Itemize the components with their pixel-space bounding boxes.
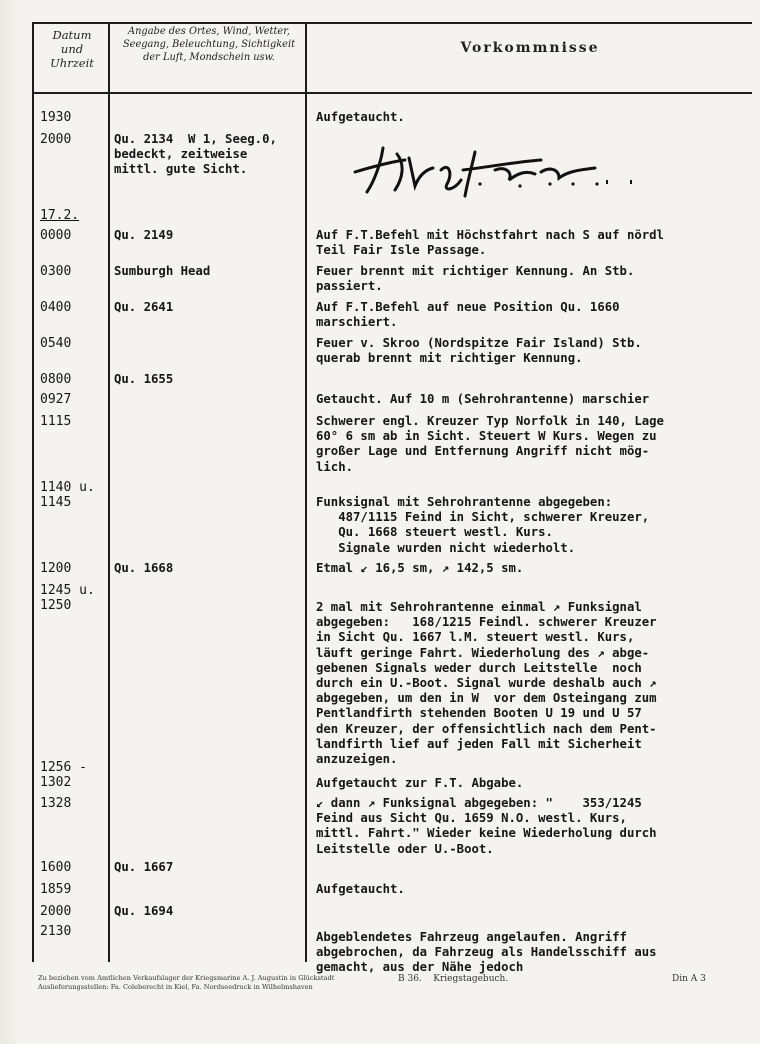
entry-event: Aufgetaucht.	[316, 882, 405, 896]
entry-event: Schwerer engl. Kreuzer Typ Norfolk in 140, Lage 60° 6 sm ab in Sicht. Steuert W Kurs. Wegen zu großer Lage und Entfernung Angriff nicht mög- lich.	[316, 414, 664, 474]
entry-time: 0000	[40, 228, 72, 243]
entry-time: 0800	[40, 372, 72, 387]
entry-time: 1115	[40, 414, 72, 429]
header-divider	[32, 92, 752, 94]
entry-event: Funksignal mit Sehrohrantenne abgegeben: 487/1115 Feind in Sicht, schwerer Kreuzer, Qu. 1668 steuert westl. Kurs. Signale wurden nicht wiederholt.	[316, 495, 650, 555]
entry-event: Aufgetaucht.	[316, 110, 405, 124]
entry-place: Qu. 1655	[114, 372, 174, 386]
header-place-column: Angabe des Ortes, Wind, Wetter, Seegang, Beleuchtung, Sichtigkeit der Luft, Mondschein usw.	[122, 26, 296, 63]
entry-time: 0300	[40, 264, 72, 279]
entry-event: ↙ dann ↗ Funksignal abgegeben: " 353/1245 Feind aus Sicht Qu. 1659 N.O. westl. Kurs, mittl. Fahrt." Wieder keine Wiederholung durch Leitstelle oder U.-Boot.	[316, 796, 657, 856]
entry-time: 0927	[40, 392, 72, 407]
header-date-column: Datum und Uhrzeit	[50, 28, 94, 70]
entry-time: 1245 u. 1250	[40, 583, 95, 614]
form-title: Kriegstagebuch.	[433, 974, 509, 984]
header-events-column: Vorkommnisse	[460, 40, 600, 56]
entry-place: Qu. 2149	[114, 228, 174, 242]
entry-event: Etmal ↙ 16,5 sm, ↗ 142,5 sm.	[316, 561, 524, 575]
printer-note: Zu beziehen vom Amtlichen Verkaufslager der Kriegsmarine A. J. Augustin in Glückstadt Auslieferungsstellen: Fa. Coleberecht in Kiel, Fa. Nordseedruck in Wilhelmshaven	[38, 974, 335, 991]
entry-time: 1200	[40, 561, 72, 576]
entry-time: 0540	[40, 336, 72, 351]
entry-time: 1859	[40, 882, 72, 897]
entry-event: Getaucht. Auf 10 m (Sehrohrantenne) marschier	[316, 392, 650, 406]
entry-time: 0400	[40, 300, 72, 315]
entry-date: 17.2.	[40, 208, 80, 223]
entry-event: 2 mal mit Sehrohrantenne einmal ↗ Funksignal abgegeben: 168/1215 Feindl. schwerer Kreuzer in Sicht Qu. 1667 l.M. steuert westl. Kurs, läuft geringe Fahrt. Wiederholung des ↗ abge- gebenen Signals weder durch Leitstelle noch durch ein U.-Boot. Signal wurde deshalb auch ↗ abgegeben, um den in W vor dem Osteingang zum Pentlandfirth stehenden Booten U 19 und U 57 den Kreuzer, der offensichtlich nach dem Pent- landfirth lief auf jeden Fall mit Sicherheit anzuzeigen.	[316, 600, 657, 767]
entry-time: 1328	[40, 796, 72, 811]
entry-time: 2000	[40, 904, 72, 919]
entry-place: Qu. 2134 W 1, Seeg.0, bedeckt, zeitweise mittl. gute Sicht.	[114, 132, 277, 177]
entry-event: Auf F.T.Befehl mit Höchstfahrt nach S auf nördl Teil Fair Isle Passage.	[316, 228, 664, 258]
scan-edge	[0, 0, 18, 1044]
entry-event: Abgeblendetes Fahrzeug angelaufen. Angriff abgebrochen, da Fahrzeug als Handelsschiff aus gemacht, aus der Nähe jedoch	[316, 930, 657, 975]
top-border	[32, 22, 752, 24]
form-number: B 36.	[398, 974, 422, 984]
entry-place: Qu. 1694	[114, 904, 174, 918]
entry-event: Feuer brennt mit richtiger Kennung. An Stb. passiert.	[316, 264, 635, 294]
entry-time: 2130	[40, 924, 72, 939]
entry-place: Qu. 1668	[114, 561, 174, 575]
left-border	[32, 22, 34, 962]
entry-event: Auf F.T.Befehl auf neue Position Qu. 1660 marschiert.	[316, 300, 620, 330]
entry-time: 1600	[40, 860, 72, 875]
entry-time: 1930	[40, 110, 72, 125]
entry-time: 1140 u. 1145	[40, 480, 95, 511]
entry-time: 2000	[40, 132, 72, 147]
handwritten-signature	[345, 140, 675, 200]
entry-event: Feuer v. Skroo (Nordspitze Fair Island) Stb. querab brennt mit richtiger Kennung.	[316, 336, 642, 366]
entry-place: Qu. 2641	[114, 300, 174, 314]
form-label	[398, 974, 508, 984]
entry-place: Sumburgh Head	[114, 264, 211, 278]
entry-time: 1256 - 1302	[40, 760, 87, 791]
paper-format: Din A 3	[672, 974, 706, 984]
entry-event: Aufgetaucht zur F.T. Abgabe.	[316, 776, 524, 790]
entry-place: Qu. 1667	[114, 860, 174, 874]
